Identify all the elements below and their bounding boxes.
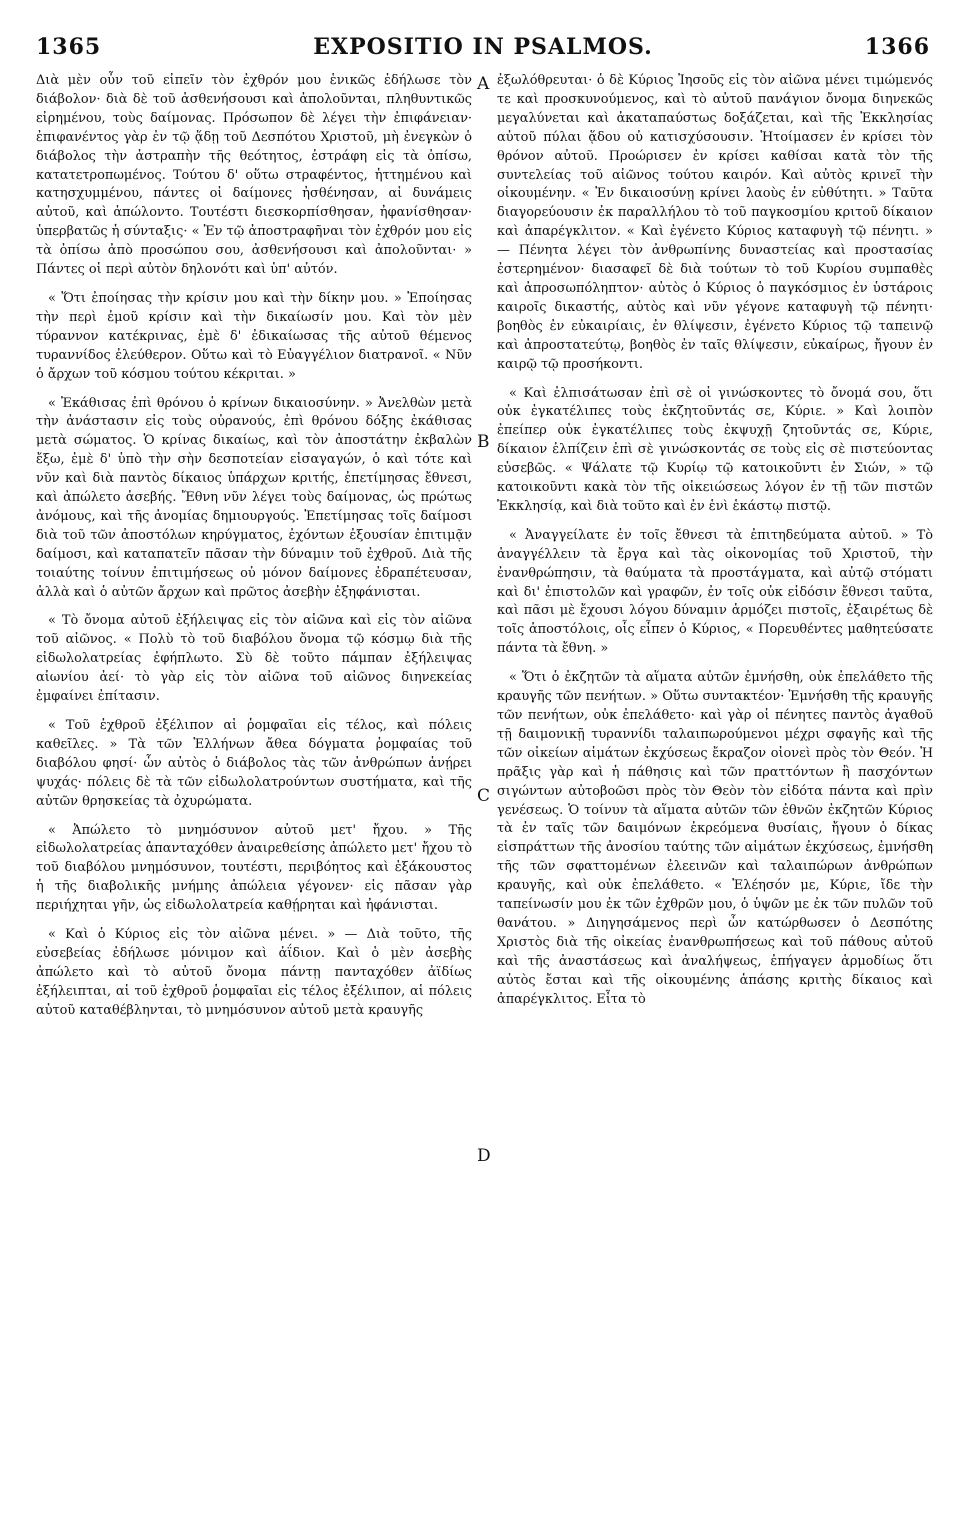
paragraph: « Ἀναγγείλατε ἐν τοῖς ἔθνεσι τὰ ἐπιτηδεύματα αὐτοῦ. » Τὸ ἀναγγέλλειν τὰ ἔργα καὶ τὰς οἰκονομίας τοῦ Χριστοῦ, τὴν ἐνανθρώπησιν, τὰ θαύματα τὰ προστάγματα, καὶ αὐτῷ στόματι καὶ δι' ἐπιστολῶν καὶ γραφῶν, ἐν τοῖς οὐκ εἰδόσιν ἔθνεσι ταῦτα, καὶ πᾶσι μὲ ἔχουσι λόγου δύναμιν ἁρμόζει πιστοῖς, ἐξαιρέτως δὲ τοῖς ἀποστόλοις, οἷς εἶπεν ὁ Κύριος, « Πορευθέντες μαθητεύσατε πάντα τὰ ἔθνη. » — [497, 527, 933, 657]
paragraph: « Ὅτι ἐποίησας τὴν κρίσιν μου καὶ τὴν δίκην μου. » Ἐποίησας τὴν περὶ ἐμοῦ κρίσιν καὶ τὴν δικαίωσίν μου. Καὶ τὸν μὲν τύραννον κατέκρινας, ἐμὲ δ' ἐδικαίωσας τῆς αὐτοῦ θέμενος τυραννίδος ἐλεύθερον. Οὕτω καὶ τὸ Εὐαγγέλιον διατρανοῖ. « Νῦν ὁ ἄρχων τοῦ κόσμου τούτου κέκριται. » — [36, 290, 472, 382]
paragraph: Διὰ μὲν οὖν τοῦ εἰπεῖν τὸν ἐχθρόν μου ἑνικῶς ἐδήλωσε τὸν διάβολον· διὰ δὲ τοῦ ἀσθενήσουσι καὶ ἀπολοῦνται, πληθυντικῶς εἰρημένου, τοὺς δαίμονας. Πρόσωπον δὲ λέγει τὴν ἐπιφάνειαν· ἐπιφανέντος γὰρ ἐν τῷ ᾅδῃ τοῦ Δεσπότου Χριστοῦ, μὴ ἐνεγκὼν ὁ διάβολος τὴν ἀστραπὴν τῆς θεότητος, ἐστράφη εἰς τὰ ὀπίσω, κατατετροπωμένος. Τούτου δ' οὕτω στραφέντος, ἡττημένου καὶ κατησχυμμένου, πάντες οἱ δαίμονες ἠσθένησαν, αἱ δυνάμεις αὐτοῦ, καὶ ἀπώλοντο. Τουτέστι διεσκορπίσθησαν, ἠφανίσθησαν· ὑπερβατῶς ἡ σύνταξις· « Ἐν τῷ ἀποστραφῆναι τὸν ἐχθρόν μου εἰς τὰ ὀπίσω ἀπὸ προσώπου σου, ἀσθενήσουσι καὶ ἀπολοῦνται· » Πάντες οἱ περὶ αὐτὸν δηλονότι καὶ ὑπ' αὐτόν. — [36, 73, 472, 278]
left-page-number: 1365 — [36, 34, 102, 60]
page-header — [0, 0, 966, 70]
paragraph: « Τοῦ ἐχθροῦ ἐξέλιπον αἱ ῥομφαῖαι εἰς τέλος, καὶ πόλεις καθεῖλες. » Τὰ τῶν Ἑλλήνων ἄθεα δόγματα ῥομφαίας τοῦ διαβόλου φησί· ὧν αὐτὸς ὁ διάβολος τὰς τῶν ἀνθρώπων ἀνῄρει ψυχάς· πόλεις δὲ τὰ τῶν εἰδωλολατρούντων συστήματα, καὶ τῆς αὐτῶν θρησκείας τὰ ὀχυρώματα. — [36, 718, 472, 809]
margin-marker-d: D — [477, 1146, 491, 1166]
paragraph: « Τὸ ὄνομα αὐτοῦ ἐξήλειψας εἰς τὸν αἰῶνα καὶ εἰς τὸν αἰῶνα τοῦ αἰῶνος. « Πολὺ τὸ τοῦ διαβόλου ὄνομα τῷ κόσμῳ διὰ τῆς εἰδωλολατρείας ἐφήπλωτο. Σὺ δὲ τοῦτο πάμπαν ἐξήλειψας αἰωνίου ἀεί· τὸ γὰρ εἰς τὸν αἰῶνα τοῦ αἰῶνος διηνεκείας ἐμφαίνει ἐπίτασιν. — [36, 613, 472, 705]
right-page-number: 1366 — [864, 34, 930, 60]
running-title: EXPOSITIO IN PSALMOS. — [313, 34, 653, 60]
margin-marker-c: C — [477, 786, 491, 806]
left-column — [36, 72, 472, 1031]
margin-marker-b: B — [477, 432, 490, 452]
paragraph: « Καὶ ὁ Κύριος εἰς τὸν αἰῶνα μένει. » — Διὰ τοῦτο, τῆς εὐσεβείας ἐδήλωσε μόνιμον καὶ ἀΐδιον. Καὶ ὁ μὲν ἀσεβὴς ἀπώλετο καὶ τὸ αὐτοῦ ὄνομα πάντῃ πανταχόθεν ἀϊδίως ἐξήλειπται, αἱ τοῦ ἐχθροῦ ῥομφαῖαι εἰς τέλος ἐξέλιπον, αἱ πόλεις αὐτοῦ καταθέβληνται, τὸ μνημόσυνον αὐτοῦ μετὰ κραυγῆς — [36, 927, 472, 1018]
paragraph: « Ἐκάθισας ἐπὶ θρόνου ὁ κρίνων δικαιοσύνην. » Ἀνελθὼν μετὰ τὴν ἀνάστασιν εἰς τοὺς οὐρανούς, ἐπὶ θρόνου δόξης ἐκάθισας μετὰ σώματος. Ὁ κρίνας δικαίως, καὶ τὸν ἀποστάτην ἐκβαλὼν ἔξω, ἐμὲ δ' ὑπὸ τὴν σὴν δεσποτείαν εἰσαγαγών, ὁ καὶ τότε καὶ νῦν καὶ διὰ παντὸς δίκαιος ὑπάρχων κριτής, ἐπετίμησας ἔθνεσι, καὶ ἀπώλετο ἀσεβής. Ἔθνη νῦν λέγει τοὺς δαίμονας, ὡς πρώτως ἀνόμους, καὶ τῆς ἀνομίας δημιουργούς. Ἐπετίμησας τοῖς δαίμοσι διὰ τοῦ τῶν ἀποστόλων κηρύγματος, ἐχόντων ἐξουσίαν ἐπιτιμᾷν δαίμοσι, καὶ καταπατεῖν πᾶσαν τὴν δύναμιν τοῦ ἐχθροῦ. Διὰ τῆς τοιαύτης τοίνυν ἐπιτιμήσεως οὐ μόνον δαίμονες ἐδραπέτευσαν, ἀλλὰ καὶ ὁ αὐτῶν ἄρχων καὶ πρῶτος ἀσεβὴν ἐξηφάνισται. — [36, 395, 472, 600]
paragraph: « Ἀπώλετο τὸ μνημόσυνον αὐτοῦ μετ' ἤχου. » Τῆς εἰδωλολατρείας ἁπανταχόθεν ἀναιρεθείσης ἀπώλετο μετ' ἤχου τὸ τοῦ διαβόλου μνημόσυνον, τουτέστι, περιβόητος καὶ ἐξάκουστος ἡ τῆς διαβολικῆς μνήμης ἀπώλεια γέγονεν· εἰς πᾶσαν γὰρ περιήχηται γῆν, ὡς εἰδωλολατρεία καθῄρηται καὶ ἠφάνισται. — [36, 822, 472, 914]
margin-marker-a: A — [477, 74, 490, 94]
right-column — [497, 72, 933, 1020]
paragraph: « Ὅτι ὁ ἐκζητῶν τὰ αἵματα αὐτῶν ἐμνήσθη, οὐκ ἐπελάθετο τῆς κραυγῆς τῶν πενήτων. » Οὕτω συντακτέον· Ἐμνήσθη τῆς κραυγῆς τῶν πενήτων, οὐκ ἐπελάθετο· καὶ γὰρ οἱ πένητες παντὸς ἀγαθοῦ τῇ δαιμονικῇ τυραννίδι ταλαιπωρούμενοι μέχρι σφαγῆς καὶ τῆς τῶν οἰκείων αἱμάτων ἐκχύσεως ἔκραζον οἱονεὶ πρὸς τὸν Θεόν. Ἡ πρᾶξις γὰρ καὶ ἡ πάθησις καὶ τῶν πραττόντων ἢ πασχόντων σιγώντων αὐτοβοῶσι πρὸς τὸν Θεὸν τὸν εἰδότα πάντα καὶ πρὶν γενέσεως. Ὁ τοίνυν τὰ αἵματα αὐτῶν τῶν ἐθνῶν ἐκζητῶν Κύριος τὰ ἐν ταῖς τῶν δαιμόνων ἐκρεόμενα θυσίαις, ἤγουν ὁ δίκας εἰσπράττων τῆς ἀνοσίου ταύτης τῶν αἱμάτων ἐκχύσεως, ἐμνήσθη τῆς τῶν σφαττομένων ἐλεεινῶν καὶ ταλαιπώρων ἀνθρώπων κραυγῆς, καὶ οὐκ ἐπελάθετο. « Ἐλέησόν με, Κύριε, ἴδε τὴν ταπείνωσίν μου ἐκ τῶν ἐχθρῶν μου, ὁ ὑψῶν με ἐκ τῶν πυλῶν τοῦ θανάτου. » Διηγησάμενος περὶ ὧν κατώρθωσεν ὁ Δεσπότης Χριστὸς διὰ τῆς οἰκείας ἐνανθρωπήσεως καὶ τοῦ πάθους αὐτοῦ καὶ τῆς ἀναστάσεως καὶ ἀναλήψεως, ἐπήγαγεν ἁρμοδίως ὅτι αὐτὸς ἔσται καὶ τῆς οἰκουμένης ἁπάσης κριτὴς δίκαιος καὶ ἀπαρέγκλιτος. Εἶτα τὸ — [497, 670, 933, 1007]
paragraph: ἐξωλόθρευται· ὁ δὲ Κύριος Ἰησοῦς εἰς τὸν αἰῶνα μένει τιμώμενός τε καὶ προσκυνούμενος, καὶ τὸ αὐτοῦ πανάγιον ὄνομα διηνεκῶς μεγαλύνεται καὶ ἀκαταπαύστως δοξάζεται, καὶ τῆς Ἐκκλησίας αὐτοῦ πύλαι ᾅδου οὐ κατισχύσουσιν. Ἡτοίμασεν ἐν κρίσει τὸν θρόνον αὐτοῦ. Προώρισεν ἐν κρίσει καθίσαι κατὰ τὸν τῆς συντελείας τοῦ αἰῶνος τούτου καιρόν. Καὶ αὐτὸς κρινεῖ τὴν οἰκουμένην. « Ἐν δικαιοσύνῃ κρίνει λαοὺς ἐν εὐθύτητι. » Ταῦτα διαγορεύουσιν ἐκ παραλλήλου τὸ τοῦ παγκοσμίου κριτοῦ δίκαιον καὶ ἀπαρέγκλιτον. « Καὶ ἐγένετο Κύριος καταφυγὴ τῷ πένητι. » — Πένητα λέγει τὸν ἀνθρωπίνης δυναστείας καὶ προστασίας ἐστερημένον· διασαφεῖ δὲ διὰ τούτων τὸ τοῦ Κυρίου συμπαθὲς καὶ ἀπροσωπόληπτον· αὐτὸς ὁ Κύριος ὁ παγκόσμιος ἐν ὑστάροις καιροῖς δικαστής, αὐτὸς καὶ νῦν γέγονε καταφυγὴ τῷ πένητι· βοηθὸς ἐν εὐκαιρίαις, ἐν θλίψεσιν, ἐγένετο Κύριος τῷ ταπεινῷ καὶ ἀπροστατεύτῳ, βοηθὸς ἐν ταῖς θλίψεσιν, εὐκαίρως, ἤγουν ἐν καιρῷ τῷ προσήκοντι. — [497, 73, 933, 372]
paragraph: « Καὶ ἐλπισάτωσαν ἐπὶ σὲ οἱ γινώσκοντες τὸ ὄνομά σου, ὅτι οὐκ ἐγκατέλιπες τοὺς ἐκζητοῦντάς σε, Κύριε. » Καὶ λοιπὸν ἐπείπερ οὐκ ἐγκατέλιπες τοὺς ἐκψυχῇ ζητοῦντάς σε, Κύριε, δίκαιον ἐλπίζειν ἐπὶ σὲ γινώσκοντάς σε τοὺς εἰς σὲ πιστεύοντας εὐσεβῶς. « Ψάλατε τῷ Κυρίῳ τῷ κατοικοῦντι ἐν Σιών, » τῷ κατοικοῦντι κακὰ τὸν τῆς οἰκειώσεως λόγον ἐν τῇ τῶν πιστῶν Ἐκκλησίᾳ, καὶ διὰ τοῦτο καὶ ἐν ἑνὶ ἑκάστῳ πιστῷ. — [497, 385, 933, 514]
